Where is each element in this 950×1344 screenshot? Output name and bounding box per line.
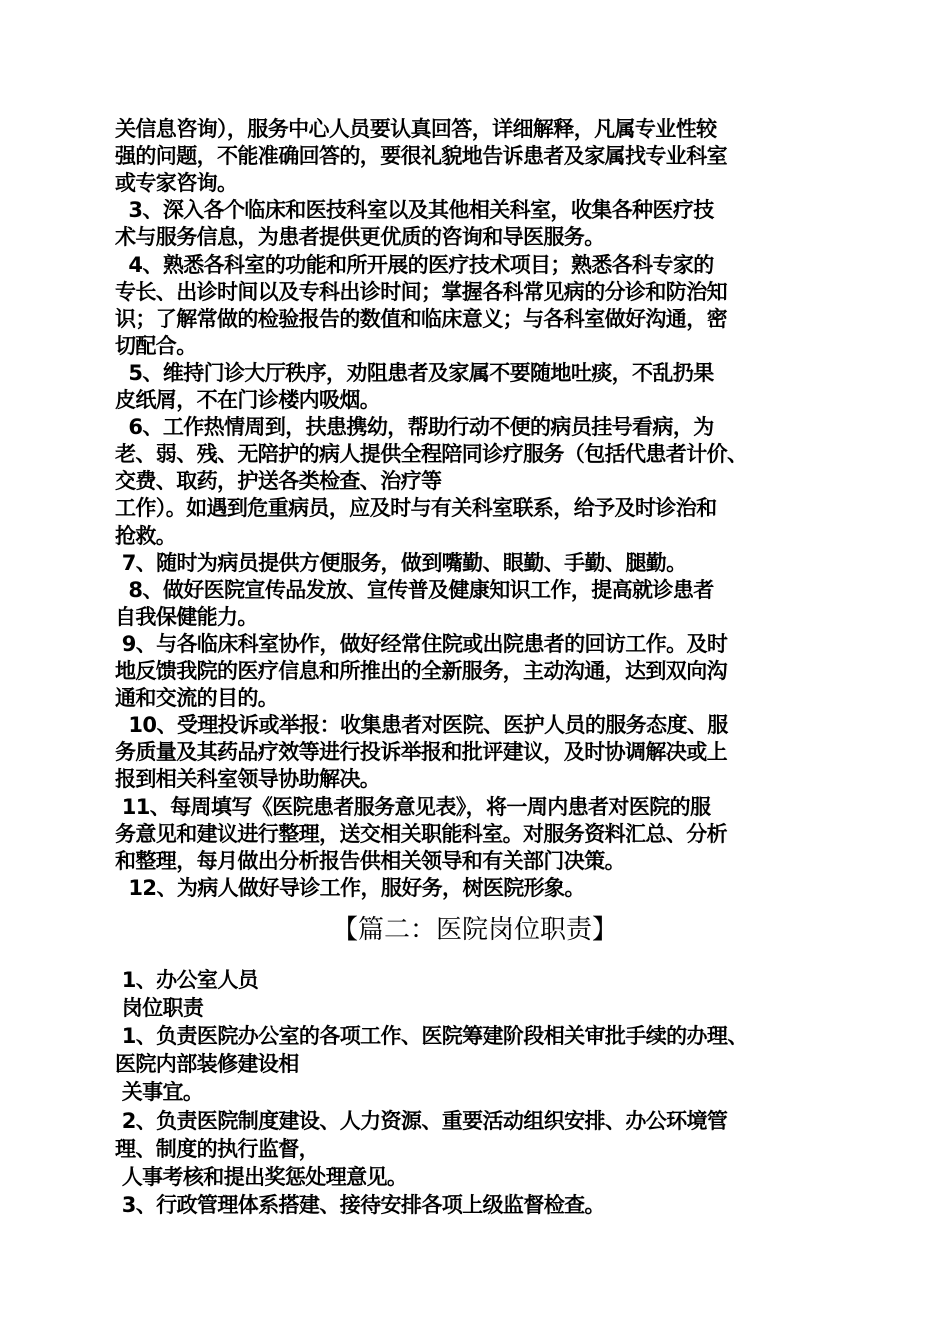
text-line: 和整理，每月做出分析报告供相关领导和有关部门决策。 [115,848,625,873]
text-line: 4、熟悉各科室的功能和所开展的医疗技术项目；熟悉各科专家的 [115,252,714,277]
text-line: 强的问题，不能准确回答的，要很礼貌地告诉患者及家属找专业科室 [115,144,727,169]
text-line: 人事考核和提出奖惩处理意见。 [115,1164,408,1189]
text-line: 3、深入各个临床和医技科室以及其他相关科室，收集各种医疗技 [115,198,714,223]
section-heading: 【篇二：医院岗位职责】 [331,915,618,945]
text-line: 6、工作热情周到，扶患携幼，帮助行动不便的病员挂号看病，为 [115,415,714,440]
text-line: 通和交流的目的。 [115,686,279,711]
text-line: 3、行政管理体系搭建、接待安排各项上级监督检查。 [115,1192,605,1217]
text-line: 医院内部装修建设相 [115,1052,299,1077]
text-line: 1、办公室人员 [115,968,259,992]
text-line: 2、负责医院制度建设、人力资源、重要活动组织安排、办公环境管 [115,1108,728,1133]
text-line: 1、负责医院办公室的各项工作、医院筹建阶段相关审批手续的办理、 [115,1024,748,1049]
text-line: 或专家咨询。 [115,171,238,196]
text-line: 老、弱、残、无陪护的病人提供全程陪同诊疗服务（包括代患者计价、 [115,442,748,467]
text-line: 10、受理投诉或举报：收集患者对医院、医护人员的服务态度、服 [115,713,728,738]
text-line: 7、随时为病员提供方便服务，做到嘴勤、眼勤、手勤、腿勤。 [115,550,687,575]
text-line: 抢救。 [115,523,177,548]
text-line: 5、维持门诊大厅秩序，劝阻患者及家属不要随地吐痰，不乱扔果 [115,360,714,385]
text-line: 务质量及其药品疗效等进行投诉举报和批评建议，及时协调解决或上 [115,740,727,765]
text-line: 务意见和建议进行整理，送交相关职能科室。对服务资料汇总、分析 [115,821,727,846]
text-line: 关事宜。 [115,1080,204,1105]
text-line: 工作）。如遇到危重病员，应及时与有关科室联系，给予及时诊治和 [115,496,717,521]
text-line: 术与服务信息，为患者提供更优质的咨询和导医服务。 [115,225,605,250]
text-line: 8、做好医院宣传品发放、宣传普及健康知识工作，提高就诊患者 [115,577,714,602]
text-line: 皮纸屑，不在门诊楼内吸烟。 [115,388,381,412]
text-line: 理、制度的执行监督， [115,1136,319,1161]
text-line: 关信息咨询），服务中心人员要认真回答，详细解释，凡属专业性较 [115,117,717,141]
text-line: 12、为病人做好导诊工作，服好务，树医院形象。 [115,875,585,900]
text-line: 9、与各临床科室协作，做好经常住院或出院患者的回访工作。及时 [115,631,728,656]
text-line: 识；了解常做的检验报告的数值和临床意义；与各科室做好沟通，密 [115,306,727,331]
text-line: 切配合。 [115,333,197,358]
text-line: 岗位职责 [115,996,204,1021]
text-line: 11、每周填写《医院患者服务意见表》，将一周内患者对医院的服 [115,794,711,819]
text-line: 报到相关科室领导协助解决。 [115,767,381,792]
text-line: 地反馈我院的医疗信息和所推出的全新服务，主动沟通，达到双向沟 [115,659,727,683]
text-line: 交费、取药，护送各类检查、治疗等 [115,469,442,494]
text-line: 自我保健能力。 [115,604,258,629]
text-line: 专长、出诊时间以及专科出诊时间；掌握各科常见病的分诊和防治知 [115,279,727,304]
